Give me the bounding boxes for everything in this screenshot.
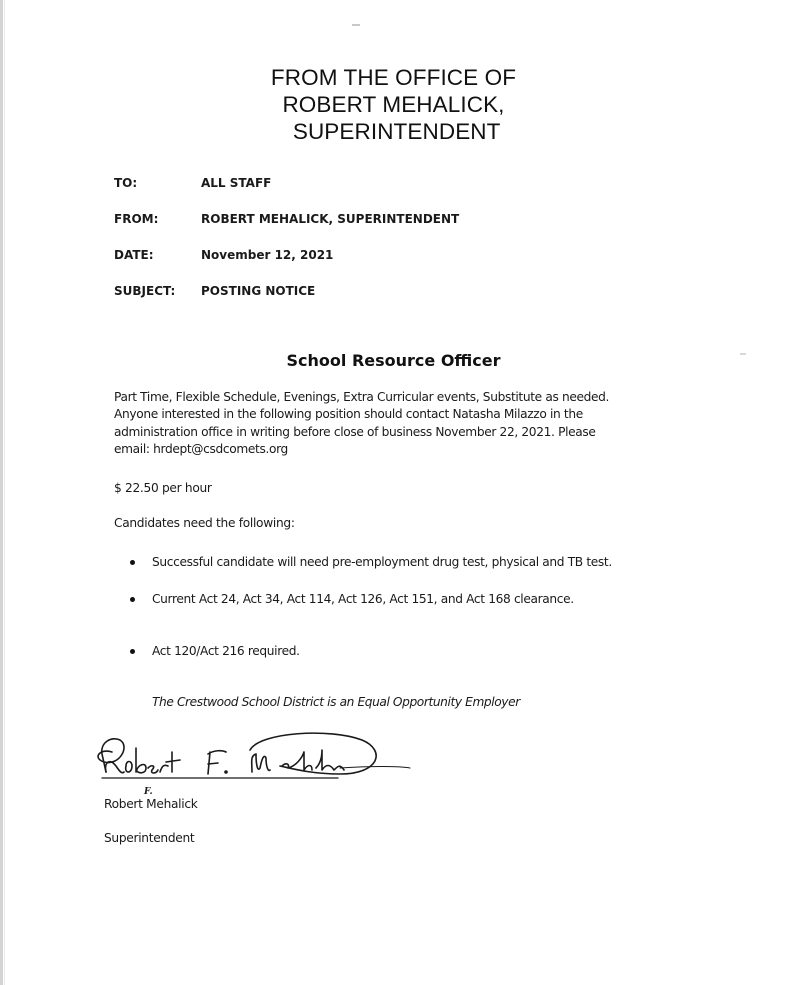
- equal-opportunity-statement: The Crestwood School District is an Equal Opportunity Employer: [152, 695, 520, 709]
- bullet-icon: [130, 649, 135, 654]
- heading-line-1: FROM THE OFFICE OF: [270, 65, 517, 90]
- memo-label-date: DATE:: [114, 248, 154, 262]
- bullet-icon: [130, 560, 135, 565]
- heading-line-3: SUPERINTENDENT: [286, 119, 501, 144]
- description-line: Part Time, Flexible Schedule, Evenings, Extra Curricular events, Substitute as needed.: [114, 390, 610, 404]
- pay-rate: $ 22.50 per hour: [114, 481, 212, 495]
- requirements-intro: Candidates need the following:: [114, 516, 295, 530]
- job-title: School Resource Officer: [286, 351, 501, 370]
- description-line: email: hrdept@csdcomets.org: [114, 442, 288, 457]
- requirement-text: Successful candidate will need pre-employment drug test, physical and TB test.: [152, 555, 612, 569]
- scan-mark-top: [352, 24, 360, 26]
- memo-label-subject: SUBJECT:: [114, 284, 176, 298]
- memo-label-from: FROM:: [114, 212, 159, 226]
- memo-value-from: ROBERT MEHALICK, SUPERINTENDENT: [201, 212, 460, 226]
- memo-label-to: TO:: [114, 176, 138, 190]
- office-heading: [0, 64, 787, 145]
- requirement-text: Current Act 24, Act 34, Act 114, Act 126, Act 151, and Act 168 clearance.: [152, 592, 574, 606]
- signature-middle-initial: F.: [144, 787, 153, 797]
- posting-description: [114, 389, 634, 459]
- bullet-icon: [130, 597, 135, 602]
- heading-line-2: ROBERT MEHALICK,: [282, 92, 505, 117]
- requirement-text: Act 120/Act 216 required.: [152, 644, 300, 658]
- handwritten-signature: [90, 728, 430, 786]
- signer-name: Robert Mehalick: [104, 797, 198, 811]
- memo-value-subject: POSTING NOTICE: [201, 284, 316, 298]
- description-line: administration office in writing before close of business November 22, 2021. Please: [114, 424, 596, 439]
- memo-value-to: ALL STAFF: [201, 176, 272, 190]
- signer-title: Superintendent: [104, 831, 195, 845]
- description-line: Anyone interested in the following position should contact Natasha Milazzo in the: [114, 407, 583, 422]
- page-left-border: [0, 0, 3, 985]
- page-left-border-inner: [4, 0, 5, 985]
- memo-value-date: November 12, 2021: [201, 248, 334, 262]
